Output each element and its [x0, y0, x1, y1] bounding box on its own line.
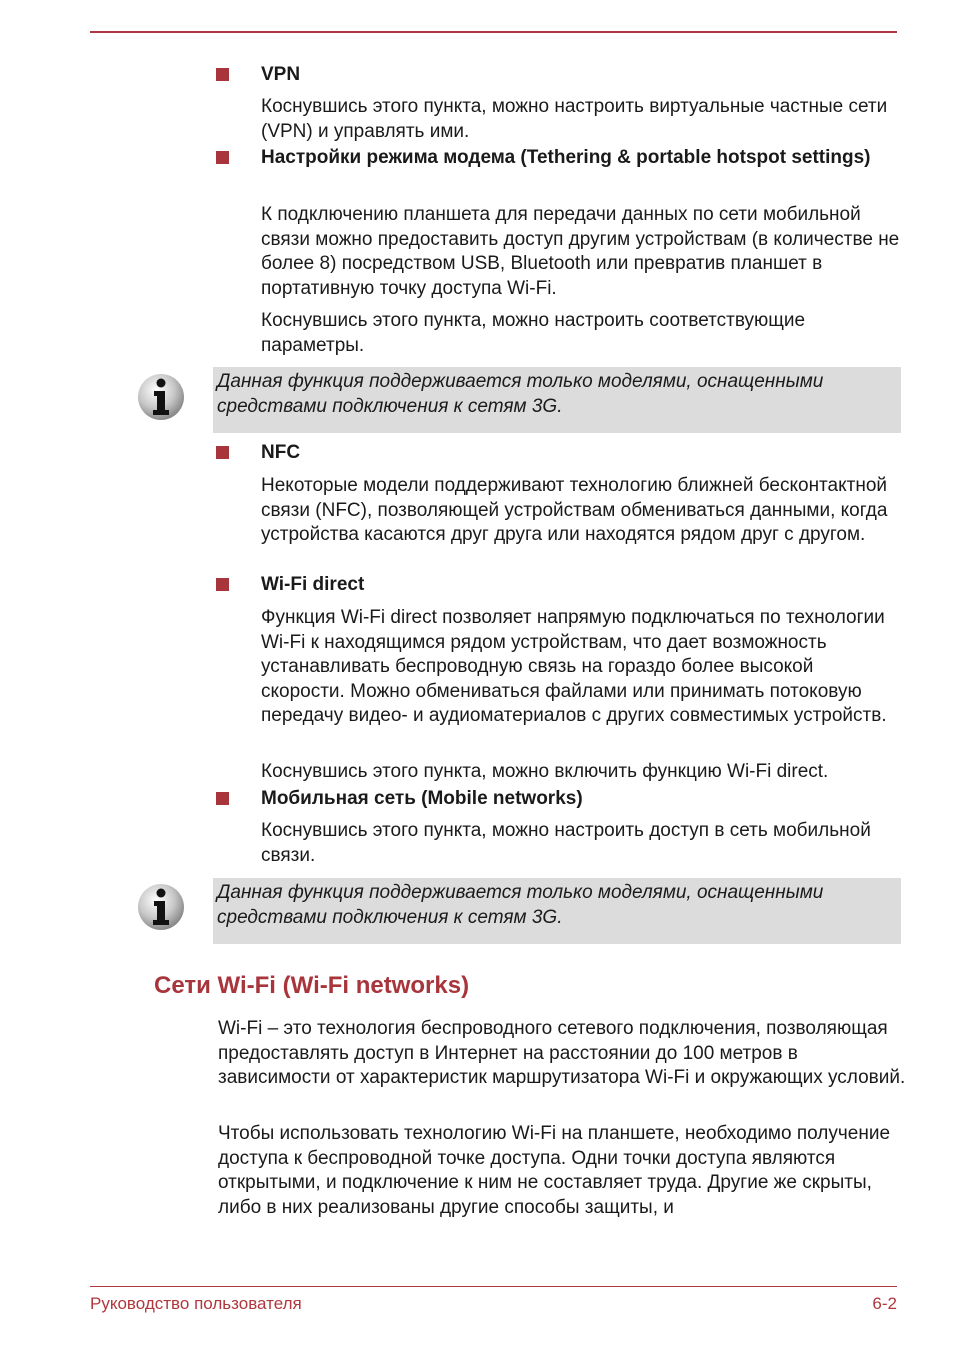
note-box — [213, 878, 901, 944]
item-title-wifi-direct: Wi-Fi direct — [261, 574, 365, 595]
header-rule — [90, 31, 897, 33]
item-title-nfc: NFC — [261, 442, 301, 463]
bullet-icon — [216, 151, 229, 164]
note-box — [213, 367, 901, 433]
item-title-mobile-networks: Мобильная сеть (Mobile networks) — [261, 788, 583, 809]
bullet-icon — [216, 68, 229, 81]
item-paragraph: Коснувшись этого пункта, можно настроить доступ в сеть мобильной связи. — [261, 820, 871, 866]
item-paragraph: Некоторые модели поддерживают технологию ближней бесконтактной связи (NFC), позволяющей устройствам обмениваться данными, когда устройства касаются друг друга или находятся рядом друг с другом. — [261, 475, 888, 545]
bullet-icon — [216, 446, 229, 459]
bullet-icon — [216, 578, 229, 591]
page-number: 6-2 — [872, 1294, 897, 1313]
item-title-vpn: VPN — [261, 64, 301, 85]
item-paragraph: Коснувшись этого пункта, можно настроить соответствующие параметры. — [261, 310, 806, 356]
info-icon — [136, 372, 186, 422]
footer-rule — [90, 1286, 897, 1287]
item-paragraph: К подключению планшета для передачи данных по сети мобильной связи можно предоставить доступ другим устройствам (в количестве не более 8) посредством USB, Bluetooth или превратив планшет в портативную точку доступа Wi-Fi. — [261, 204, 900, 299]
item-paragraph: Коснувшись этого пункта, можно настроить виртуальные частные сети (VPN) и управлять ими. — [261, 96, 888, 142]
note-text: Данная функция поддерживается только моделями, оснащенными средствами подключения к сетям 3G. — [217, 371, 824, 417]
info-icon — [136, 882, 186, 932]
item-title-tethering: Настройки режима модема (Tethering & portable hotspot settings) — [261, 147, 871, 168]
item-paragraph: Функция Wi-Fi direct позволяет напрямую подключаться по технологии Wi-Fi к находящимся рядом устройствам, что дает возможность устанавливать беспроводную связь на гораздо более высокой скорости. Можно обмениваться файлами или принимать потоковую передачу видео- и аудиоматериалов с других совместимых устройств. — [261, 607, 887, 726]
bullet-icon — [216, 792, 229, 805]
section-title: Сети Wi-Fi (Wi-Fi networks) — [154, 972, 470, 999]
footer-title: Руководство пользователя — [90, 1294, 302, 1313]
section-paragraph: Wi-Fi – это технология беспроводного сетевого подключения, позволяющая предоставлять доступ в Интернет на расстоянии до 100 метров в зависимости от характеристик маршрутизатора Wi-Fi и окружающих условий. — [218, 1018, 906, 1088]
note-text: Данная функция поддерживается только моделями, оснащенными средствами подключения к сетям 3G. — [217, 882, 824, 928]
section-paragraph: Чтобы использовать технологию Wi-Fi на планшете, необходимо получение доступа к беспроводной точке доступа. Одни точки доступа являются открытыми, и подключение к ним не составляет труда. Другие же скрыты, либо в них реализованы другие способы защиты, и — [218, 1123, 891, 1218]
item-paragraph: Коснувшись этого пункта, можно включить функцию Wi-Fi direct. — [261, 761, 829, 782]
